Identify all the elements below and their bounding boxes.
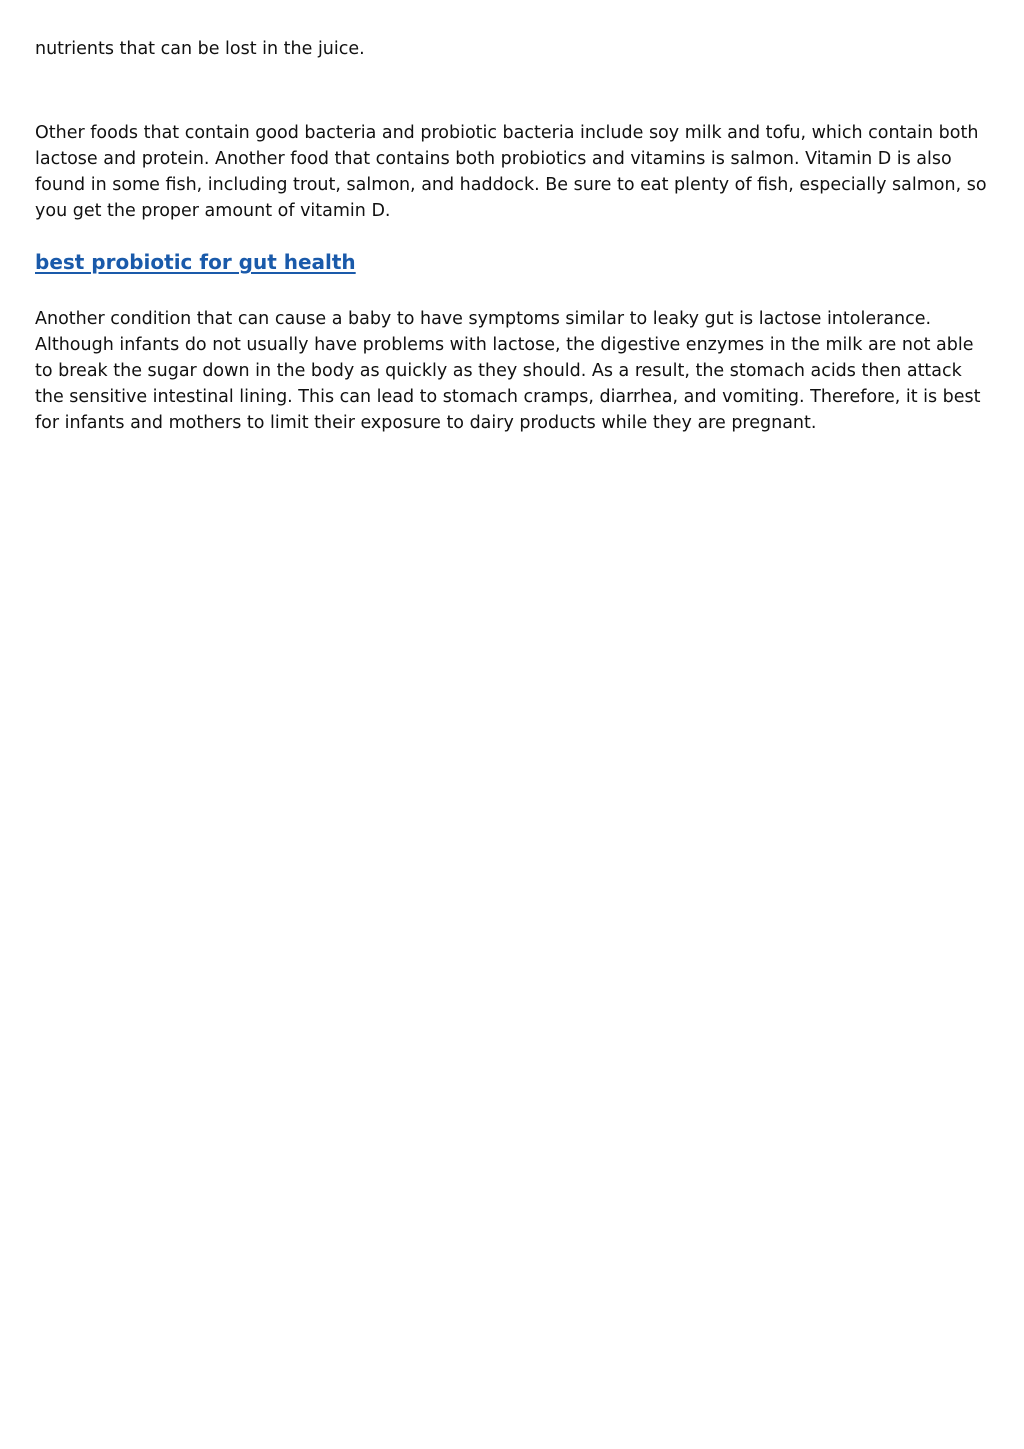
paragraph-continuation: nutrients that can be lost in the juice. [35, 39, 365, 59]
probiotic-link-heading[interactable]: best probiotic for gut health [35, 250, 356, 274]
paragraph-foods: Other foods that contain good bacteria and probiotic bacteria include soy milk and tofu, which contain both lactose and protein. Another food that contains both probiotics and vitamins is salmon. Vitamin D is also found in some fish, including trout, salmon, and haddock. Be sure to eat plenty of fish, especially salmon, so you get the proper amount of vitamin D. [35, 123, 987, 221]
paragraph-lactose-intolerance: Another condition that can cause a baby to have symptoms similar to leaky gut is lactose intolerance. Although infants do not usually have problems with lactose, the digestive enzymes in the milk are not able to break the sugar down in the body as quickly as they should. As a result, the stomach acids then attack the sensitive intestinal lining. This can lead to stomach cramps, diarrhea, and vomiting. Therefore, it is best for infants and mothers to limit their exposure to dairy products while they are pregnant. [35, 309, 981, 433]
document-page [35, 36, 993, 436]
